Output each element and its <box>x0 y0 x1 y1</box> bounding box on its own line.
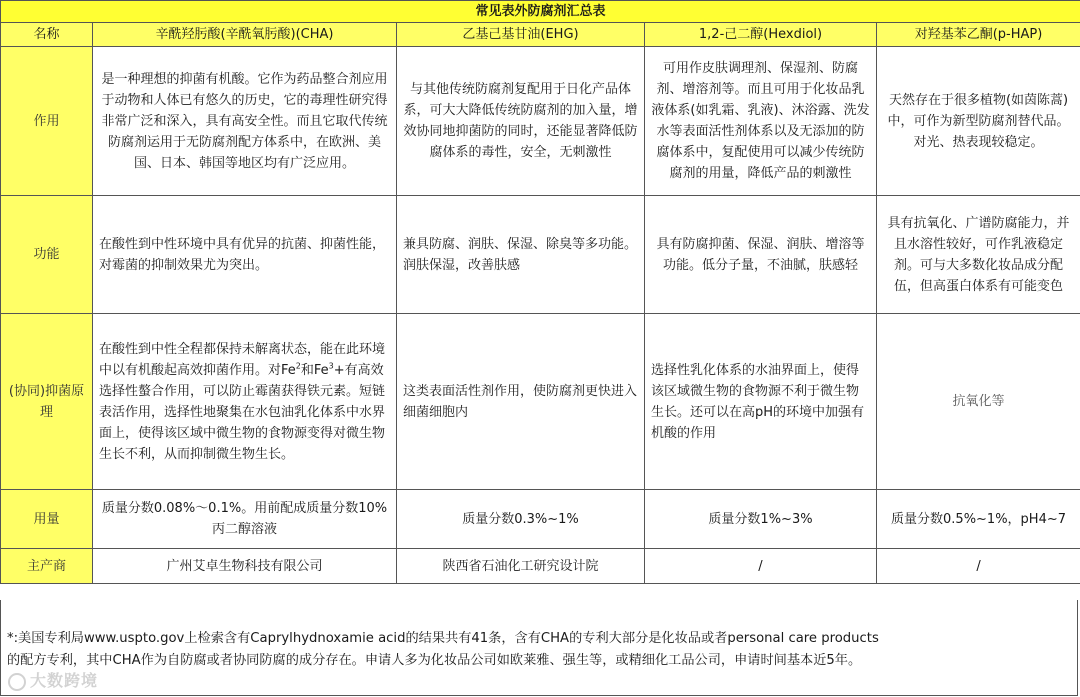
row-label-function: 功能 <box>1 196 93 314</box>
cell-function-phap: 具有抗氧化、广谱防腐能力，并且水溶性较好，可作乳液稳定剂。可与大多数化妆品成分配伍，但高蛋白体系有可能变色 <box>877 196 1080 314</box>
row-label-mechanism: (协同)抑菌原理 <box>1 314 93 490</box>
header-row <box>1 23 1080 47</box>
superscript-fe3: 3 <box>328 361 334 371</box>
watermark-text: 大数跨境 <box>30 671 99 690</box>
cell-manufacturer-cha: 广州艾卓生物科技有限公司 <box>93 549 397 584</box>
table-row-mechanism <box>1 314 1080 490</box>
watermark <box>8 668 98 691</box>
mechanism-cha-part-c: +有高效选择性螯合作用，可以防止霉菌获得铁元素。短链表活作用，选择性地聚集在水包油乳化体系中水界面上，使得该区域中微生物的食物源变得对微生物生长不利，从而抑制微生物生长。 <box>99 362 386 462</box>
table-title: 常见表外防腐剂汇总表 <box>1 1 1080 23</box>
cell-dosage-ehg: 质量分数0.3%~1% <box>397 490 645 549</box>
table-row-function <box>1 196 1080 314</box>
footnote-box <box>0 600 1078 696</box>
mechanism-cha-part-b: 和Fe <box>300 362 329 378</box>
superscript-fe2: 2 <box>295 361 301 371</box>
cell-mechanism-ehg: 这类表面活性剂作用，使防腐剂更快进入细菌细胞内 <box>397 314 645 490</box>
cell-use-cha: 是一种理想的抑菌有机酸。它作为药品整合剂应用于动物和人体已有悠久的历史，它的毒理性研究得非常广泛和深入，具有高安全性。而且它取代传统防腐剂运用于无防腐剂配方体系中，在欧洲、美国、日本、韩国等地区均有广泛应用。 <box>93 47 397 196</box>
row-label-dosage: 用量 <box>1 490 93 549</box>
footnote-line-2: 的配方专利，其中CHA作为自防腐或者协同防腐的成分存在。申请人多为化妆品公司如欧莱雅、强生等，或精细化工品公司，申请时间基本近5年。 <box>7 653 862 668</box>
footnote-line-1: *:美国专利局www.uspto.gov上检索含有Caprylhydnoxamie acid的结果共有41条，含有CHA的专利大部分是化妆品或者personal care products <box>7 631 879 646</box>
cell-manufacturer-phap: / <box>877 549 1080 584</box>
table-row-manufacturer <box>1 549 1080 584</box>
cell-manufacturer-ehg: 陕西省石油化工研究设计院 <box>397 549 645 584</box>
cell-manufacturer-hexdiol: / <box>645 549 877 584</box>
cell-dosage-cha: 质量分数0.08%～0.1%。用前配成质量分数10%丙二醇溶液 <box>93 490 397 549</box>
cell-mechanism-phap: 抗氧化等 <box>877 314 1080 490</box>
header-phap: 对羟基苯乙酮(p-HAP) <box>877 23 1080 47</box>
title-row <box>1 1 1080 23</box>
row-label-manufacturer: 主产商 <box>1 549 93 584</box>
header-cha: 辛酰羟肟酸(辛酰氧肟酸)(CHA) <box>93 23 397 47</box>
table-row-use <box>1 47 1080 196</box>
cell-function-ehg: 兼具防腐、润肤、保湿、除臭等多功能。润肤保湿，改善肤感 <box>397 196 645 314</box>
header-hexdiol: 1,2-己二醇(Hexdiol) <box>645 23 877 47</box>
mechanism-cha-part-a: 在酸性到中性全程都保持未解离状态，能在此环境中以有机酸起高效抑菌作用。对Fe <box>99 341 386 378</box>
footnote-text <box>7 628 879 672</box>
row-label-use: 作用 <box>1 47 93 196</box>
table-row-dosage <box>1 490 1080 549</box>
watermark-logo-icon <box>8 673 26 691</box>
header-name-label: 名称 <box>1 23 93 47</box>
cell-use-phap: 天然存在于很多植物(如茵陈蒿)中，可作为新型防腐剂替代品。对光、热表现较稳定。 <box>877 47 1080 196</box>
cell-use-ehg: 与其他传统防腐剂复配用于日化产品体系，可大大降低传统防腐剂的加入量，增效协同地抑菌防的同时，还能显著降低防腐体系的毒性，安全，无刺激性 <box>397 47 645 196</box>
cell-use-hexdiol: 可用作皮肤调理剂、保湿剂、防腐剂、增溶剂等。而且可用于化妆品乳液体系(如乳霜、乳液)、沐浴露、洗发水等表面活性剂体系以及无添加的防腐体系中，复配使用可以减少传统防腐剂的用量，降低产品的刺激性 <box>645 47 877 196</box>
cell-dosage-phap: 质量分数0.5%~1%，pH4~7 <box>877 490 1080 549</box>
cell-function-cha: 在酸性到中性环境中具有优异的抗菌、抑菌性能，对霉菌的抑制效果尤为突出。 <box>93 196 397 314</box>
cell-dosage-hexdiol: 质量分数1%~3% <box>645 490 877 549</box>
cell-function-hexdiol: 具有防腐抑菌、保湿、润肤、增溶等功能。低分子量，不油腻，肤感轻 <box>645 196 877 314</box>
header-ehg: 乙基己基甘油(EHG) <box>397 23 645 47</box>
cell-mechanism-cha <box>93 314 397 490</box>
cell-mechanism-hexdiol: 选择性乳化体系的水油界面上，使得该区域微生物的食物源不利于微生物生长。还可以在高pH的环境中加强有机酸的作用 <box>645 314 877 490</box>
